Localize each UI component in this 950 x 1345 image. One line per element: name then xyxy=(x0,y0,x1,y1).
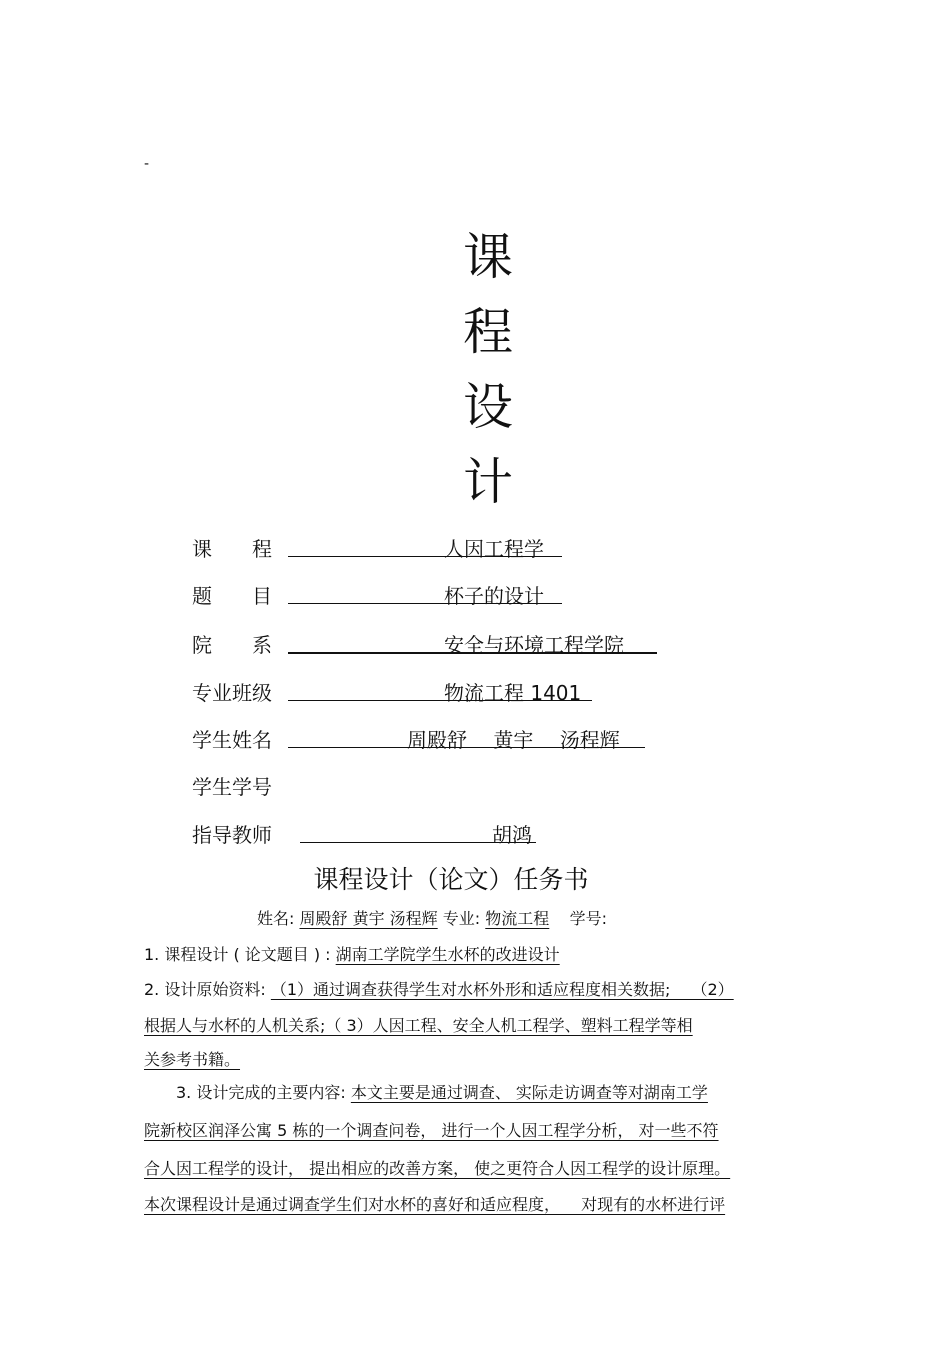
task-book-title: 课程设计（论文）任务书 xyxy=(313,865,589,894)
task-info-line xyxy=(257,906,607,929)
student-id-label: 学号: xyxy=(569,909,608,928)
major-value: 物流工程 xyxy=(485,909,550,928)
task-item-2-line-2: 根据人与水杯的人机关系;（ 3）人因工程、安全人机工程学、塑料工程学等相 xyxy=(144,1016,693,1035)
task-item-3-line-2: 院新校区润泽公寓 5 栋的一个调查问卷， 进行一个人因工程学分析， 对一些不符 xyxy=(144,1121,719,1140)
name-value: 周殿舒 黄宇 汤程辉 xyxy=(299,909,438,928)
item2-label: 2. 设计原始资料: xyxy=(144,980,266,999)
task-item-3-line-1 xyxy=(176,1080,708,1103)
cover-title-char-4: 计 xyxy=(463,453,513,511)
task-item-3-line-4: 本次课程设计是通过调查学生们对水杯的喜好和适应程度， 对现有的水杯进行评 xyxy=(144,1195,726,1214)
field-value-department: 安全与环境工程学院 xyxy=(444,633,624,657)
field-value-course: 人因工程学 xyxy=(444,537,544,561)
field-value-student-names: 周殿舒 黄宇 汤程辉 xyxy=(407,728,620,752)
task-item-3-line-3: 合人因工程学的设计， 提出相应的改善方案， 使之更符合人因工程学的设计原理。 xyxy=(144,1159,731,1178)
task-item-2-line-1 xyxy=(144,977,734,1000)
item3-label: 3. 设计完成的主要内容: xyxy=(176,1083,346,1102)
item1-value: 湖南工学院学生水杯的改进设计 xyxy=(335,945,560,964)
cover-title-char-3: 设 xyxy=(463,378,513,436)
item3-text-1: 本文主要是通过调查、 实际走访调查等对湖南工学 xyxy=(350,1083,708,1102)
field-label-class: 专业班级 xyxy=(192,681,272,705)
task-item-2-line-3: 关参考书籍。 xyxy=(144,1050,241,1069)
header-mark: - xyxy=(144,156,150,172)
field-value-class: 物流工程 1401 xyxy=(444,681,582,705)
field-label-course: 课 程 xyxy=(192,537,272,561)
field-label-department: 院 系 xyxy=(192,633,272,657)
field-label-topic: 题 目 xyxy=(192,584,272,608)
field-label-student-id: 学生学号 xyxy=(192,775,272,799)
cover-title-char-2: 程 xyxy=(463,303,513,361)
item1-label: 1. 课程设计 ( 论文题目 ) : xyxy=(144,945,331,964)
item2-text-1: （1）通过调查获得学生对水杯外形和适应程度相关数据; （2） xyxy=(270,980,734,999)
field-value-topic: 杯子的设计 xyxy=(444,584,544,608)
major-label: 专业: xyxy=(442,909,481,928)
cover-title-char-1: 课 xyxy=(463,228,513,286)
field-label-student-names: 学生姓名 xyxy=(192,728,272,752)
field-value-advisor: 胡鸿 xyxy=(492,823,532,847)
name-label: 姓名: xyxy=(257,909,295,928)
task-item-1 xyxy=(144,942,560,965)
field-label-advisor: 指导教师 xyxy=(192,823,272,847)
